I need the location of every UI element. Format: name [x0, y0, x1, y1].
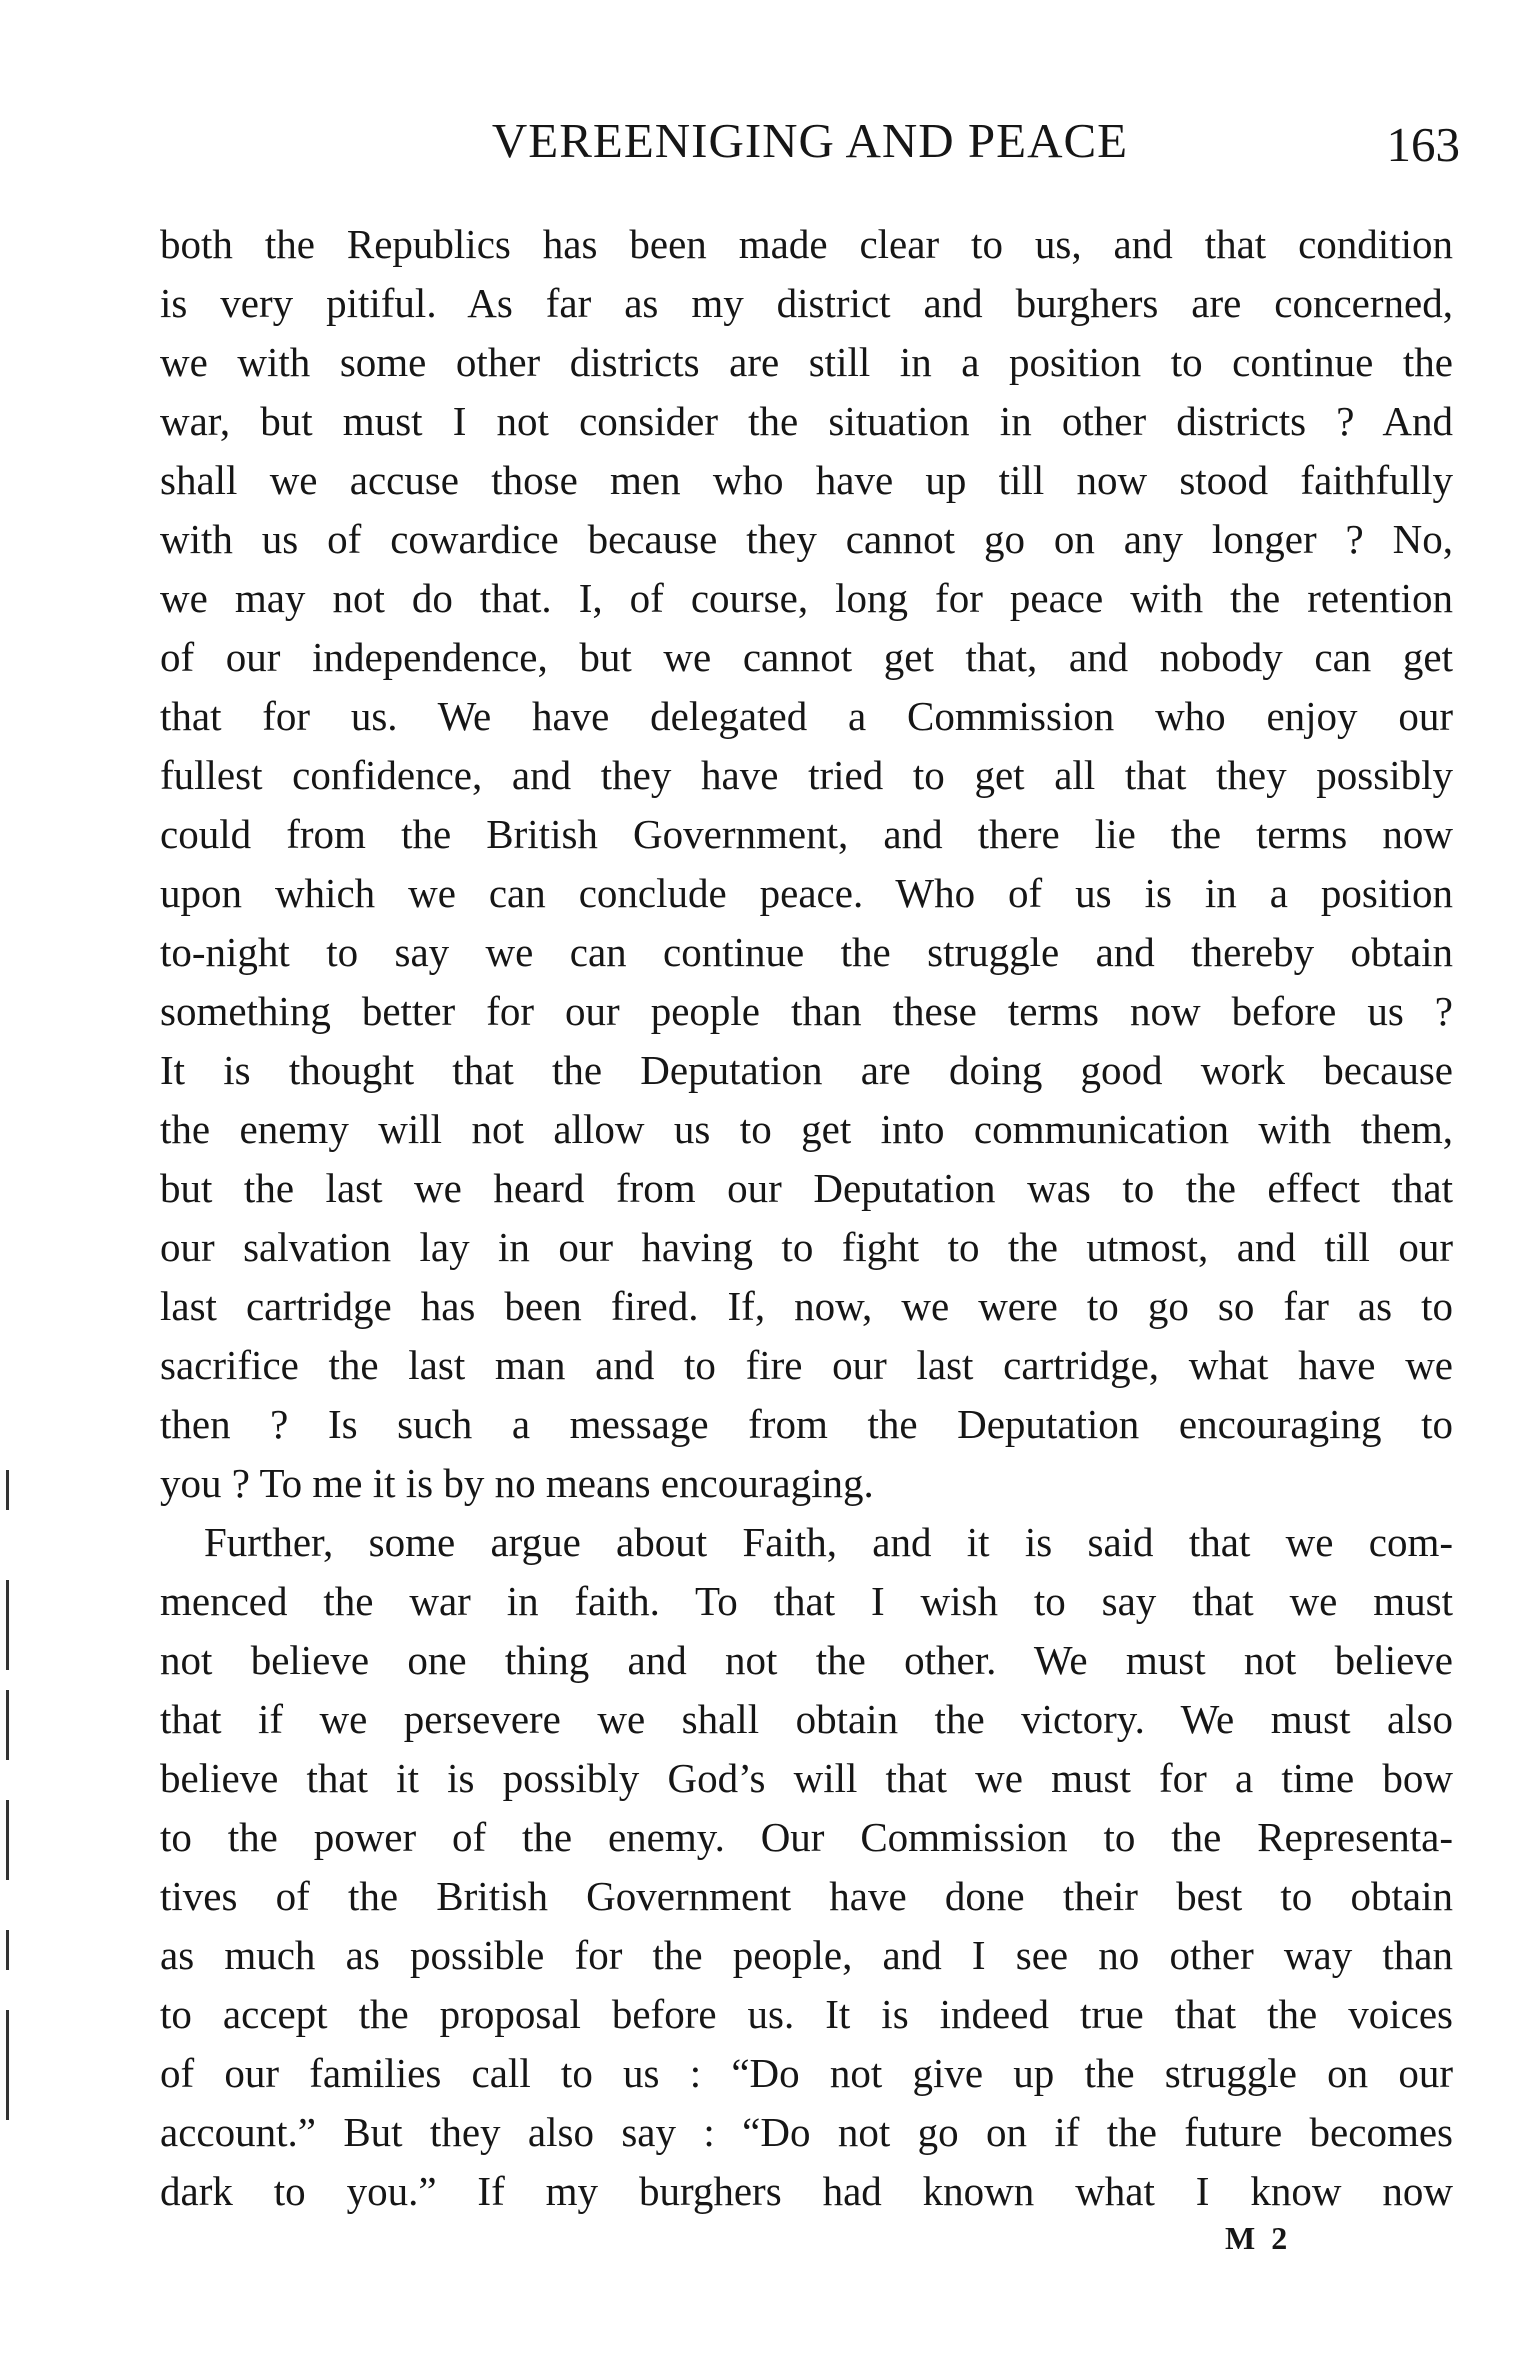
text-line: could from the British Government, and there lie the terms now [160, 811, 1453, 857]
page-header [160, 112, 1460, 182]
paragraph-1 [160, 215, 1453, 1513]
text-line: menced the war in faith. To that I wish to say that we must [160, 1578, 1453, 1624]
text-line: you ? To me it is by no means encouraging. [160, 1460, 874, 1506]
text-line: sacrifice the last man and to fire our last cartridge, what have we [160, 1342, 1453, 1388]
text-line: as much as possible for the people, and I see no other way than [160, 1932, 1453, 1978]
margin-scan-mark [6, 1470, 9, 1510]
margin-scan-mark [6, 1690, 9, 1760]
text-line: believe that it is possibly God’s will that we must for a time bow [160, 1755, 1453, 1801]
text-line: we with some other districts are still in a position to continue the [160, 339, 1453, 385]
text-line: our salvation lay in our having to fight to the utmost, and till our [160, 1224, 1453, 1270]
text-line: dark to you.” If my burghers had known what I know now [160, 2168, 1453, 2214]
text-line: something better for our people than these terms now before us ? [160, 988, 1453, 1034]
text-line: to the power of the enemy. Our Commission to the Representa- [160, 1814, 1453, 1860]
text-line: shall we accuse those men who have up till now stood faithfully [160, 457, 1453, 503]
text-line: that for us. We have delegated a Commission who enjoy our [160, 693, 1453, 739]
text-line: fullest confidence, and they have tried to get all that they possibly [160, 752, 1453, 798]
text-line: not believe one thing and not the other. We must not believe [160, 1637, 1453, 1683]
text-line: with us of cowardice because they cannot go on any longer ? No, [160, 516, 1453, 562]
text-line: upon which we can conclude peace. Who of us is in a position [160, 870, 1453, 916]
text-line: last cartridge has been fired. If, now, we were to go so far as to [160, 1283, 1453, 1329]
text-line: to accept the proposal before us. It is indeed true that the voices [160, 1991, 1453, 2037]
text-line: then ? Is such a message from the Deputation encouraging to [160, 1401, 1453, 1447]
text-line: tives of the British Government have done their best to obtain [160, 1873, 1453, 1919]
text-line: that if we persevere we shall obtain the victory. We must also [160, 1696, 1453, 1742]
running-title: VEREENIGING AND PEACE [491, 113, 1129, 168]
margin-scan-mark [6, 1580, 9, 1670]
signature-mark: M 2 [1225, 2220, 1292, 2256]
margin-scan-mark [6, 1800, 9, 1880]
margin-scan-mark [6, 2010, 9, 2120]
text-line: account.” But they also say : “Do not go on if the future becomes [160, 2109, 1453, 2155]
paragraph-2 [160, 1513, 1453, 2221]
page-number: 163 [1386, 117, 1460, 172]
text-line: the enemy will not allow us to get into communication with them, [160, 1106, 1453, 1152]
text-line: of our independence, but we cannot get that, and nobody can get [160, 634, 1453, 680]
text-line: Further, some argue about Faith, and it is said that we com- [204, 1519, 1453, 1565]
margin-scan-mark [6, 1930, 9, 1970]
text-line: to-night to say we can continue the struggle and thereby obtain [160, 929, 1453, 975]
text-line: both the Republics has been made clear to us, and that condition [160, 221, 1453, 267]
text-line: we may not do that. I, of course, long for peace with the retention [160, 575, 1453, 621]
text-line: war, but must I not consider the situation in other districts ? And [160, 398, 1453, 444]
text-line: of our families call to us : “Do not give up the struggle on our [160, 2050, 1453, 2096]
text-line: It is thought that the Deputation are doing good work because [160, 1047, 1453, 1093]
body-text [160, 215, 1453, 2221]
text-line: is very pitiful. As far as my district and burghers are concerned, [160, 280, 1453, 326]
text-line: but the last we heard from our Deputation was to the effect that [160, 1165, 1453, 1211]
